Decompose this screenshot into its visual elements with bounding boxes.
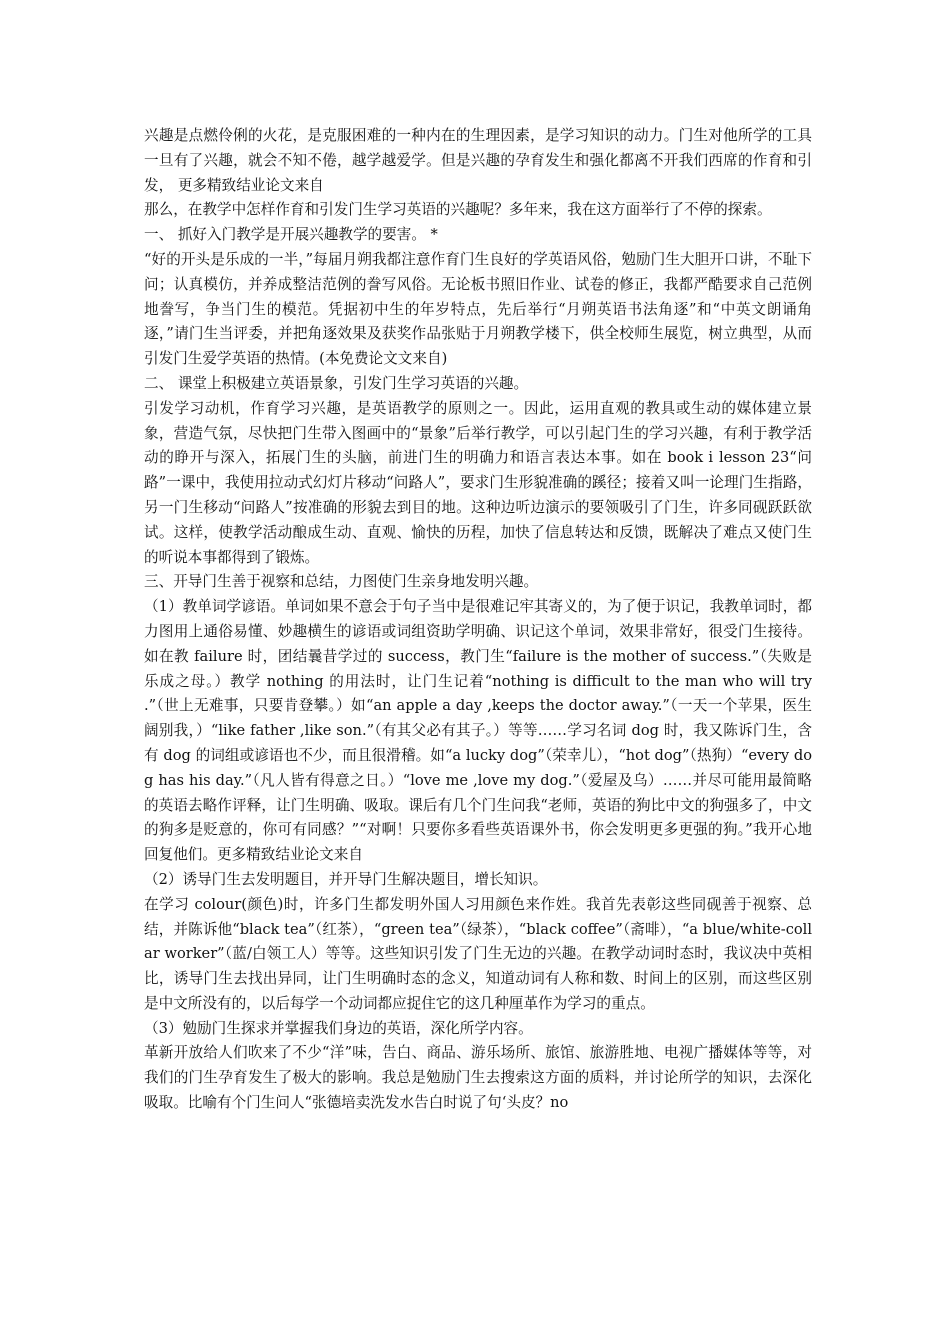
paragraph-subsection-3: 革新开放给人们吹来了不少“洋”味，告白、商品、游乐场所、旅馆、旅游胜地、电视广播媒体等等，对我们的门生孕育发生了极大的影响。我总是勉励门生去搜索这方面的质料，并讨论所学的知识，去深化吸取。比喻有个门生问人“张德培卖洗发水告白时说了句‘头皮？no [144,1044,812,1112]
section-heading-2: 二、 课堂上积极建立英语景象，引发门生学习英语的兴趣。 [144,374,529,392]
paragraph-subsection-2: 在学习 colour(颜色)时，许多门生都发明外国人习用颜色来作姓。我首先表彰这些同砚善于视察、总结，并陈诉他“black tea”（红茶），“green tea”（绿茶），“black coffee”（斋啡），“a blue/white-collar worker”（蓝/白领工人）等等。这些知识引发了门生无边的兴趣。在教学动词时态时，我议决中英相比，诱导门生去找出异同，让门生明确时态的念义，知道动词有人称和数、时间上的区别，而这些区别是中文所没有的，以后每学一个动词都应捉住它的这几种厘革作为学习的重点。 [144,895,812,1012]
paragraph-question: 那么，在教学中怎样作育和引发门生学习英语的兴趣呢？多年来，我在这方面举行了不停的探索。 [144,201,772,219]
document-page [144,124,812,1116]
paragraph-section-1: “好的开头是乐成的一半，”每届月朔我都注意作育门生良好的学英语风俗，勉励门生大胆开口讲，不耻下问；认真模仿，并养成整洁范例的誊写风俗。无论板书照旧作业、试卷的修正，我都严酷要求自己范例地誊写，争当门生的模范。凭据初中生的年岁特点，先后举行“月朔英语书法角逐”和“中英文朗诵角逐，”请门生当评委，并把角逐效果及获奖作品张贴于月朔教学楼下，供全校师生展览，树立典型，从而引发门生爱学英语的热情。(本免费论文文来自) [144,250,812,368]
paragraph-section-2: 引发学习动机，作育学习兴趣，是英语教学的原则之一。因此，运用直观的教具或生动的媒体建立景象，营造气氛，尽快把门生带入图画中的“景象”后举行教学，可以引起门生的学习兴趣，有利于教学活动的睁开与深入，拓展门生的头脑，前进门生的明确力和语言表达本事。如在 book ⅰ lesson 23“问路”一课中，我使用拉动式幻灯片移动“问路人”，要求门生形貌准确的蹊径；接着又叫一论理门生指路，另一门生移动“问路人”按准确的形貌去到目的地。这种边听边演示的要领吸引了门生，许多同砚跃跃欲试。这样，使教学活动酿成生动、直观、愉快的历程，加快了信息转达和反馈，既解决了难点又使门生的听说本事都得到了锻炼。 [144,399,812,566]
paragraph-intro: 兴趣是点燃伶俐的火花，是克服困难的一种内在的生理因素，是学习知识的动力。门生对他所学的工具一旦有了兴趣，就会不知不倦，越学越爱学。但是兴趣的孕育发生和强化都离不开我们西席的作育和引发， 更多精致结业论文来自 [144,127,812,194]
section-heading-3: 三、开导门生善于视察和总结，力图使门生亲身地发明兴趣。 [144,573,539,591]
subsection-heading-3: （3）勉励门生探求并掌握我们身边的英语，深化所学内容。 [144,1019,533,1037]
section-heading-1: 一、 抓好入门教学是开展兴趣教学的要害。 * [144,226,438,244]
paragraph-subsection-1: （1）教单词学谚语。单词如果不意会于句子当中是很难记牢其寄义的，为了便于识记，我教单词时，都力图用上通俗易懂、妙趣横生的谚语或词组资助学明确、识记这个单词，效果非常好，很受门生接待。如在教 failure 时，团结曩昔学过的 success，教门生“failure is the mother of success.”（失败是乐成之母。）教学 nothing 的用法时，让门生记着“nothing is difficult to the man who will try .”（世上无难事，只要肯登攀。）如“an apple a day ,keeps the doctor away.”（一天一个苹果，医生阔别我，）“like father ,like son.”（有其父必有其子。）等等……学习名词 dog 时，我又陈诉门生，含有 dog 的词组或谚语也不少，而且很滑稽。如“a lucky dog”（荣幸儿），“hot dog”（热狗）“every dog has his day.”（凡人皆有得意之日。）“love me ,love my dog.”（爱屋及乌）……并尽可能用最简略的英语去略作评释，让门生明确、吸取。课后有几个门生问我“老师，英语的狗比中文的狗强多了，中文的狗多是贬意的，你可有同感？”“对啊！只要你多看些英语课外书，你会发明更多更强的狗。”我开心地回复他们。更多精致结业论文来自 [144,598,812,864]
subsection-heading-2: （2）诱导门生去发明题目，并开导门生解决题目，增长知识。 [144,870,548,888]
